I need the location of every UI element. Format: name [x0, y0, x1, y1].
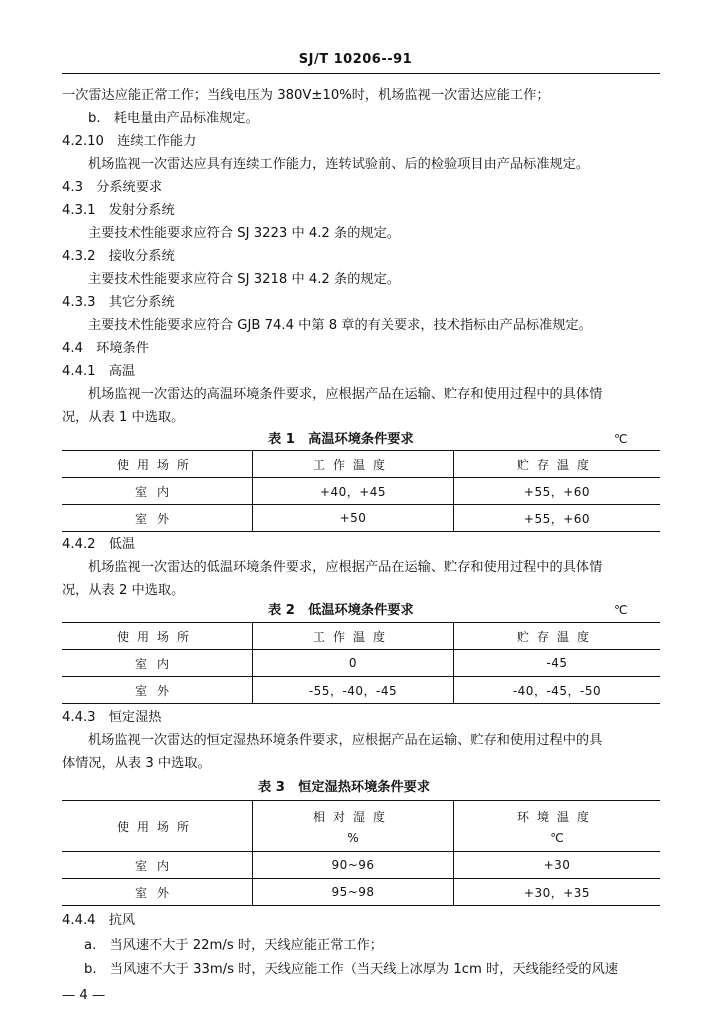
table-2-caption: 表 2 低温环境条件要求 [268, 603, 414, 618]
paragraph: 况，从表 1 中选取。 [62, 410, 185, 425]
table-header-cell: 使用场所 [62, 623, 253, 650]
page-number: — 4 — [62, 988, 106, 1003]
table-cell: +30 [454, 852, 661, 879]
paragraph: 体情况，从表 3 中选取。 [62, 756, 211, 771]
table-header-cell: 贮存温度 [454, 623, 661, 650]
table-cell: +40，+45 [253, 478, 454, 505]
section-heading: 4.2.10 连续工作能力 [62, 134, 197, 149]
list-item-b: b. 当风速不大于 33m/s 时，天线应能工作（当天线上冰厚为 1cm 时，天线能经受的风速 [84, 962, 618, 977]
section-heading: 4.4.1 高温 [62, 364, 136, 379]
table-cell: +50 [253, 505, 454, 532]
table-cell: 室内 [62, 650, 253, 677]
table-1 [62, 450, 660, 532]
header-rule [62, 73, 660, 74]
table-2 [62, 622, 660, 704]
table-header-cell: 使用场所 [62, 451, 253, 478]
paragraph: 况，从表 2 中选取。 [62, 583, 185, 598]
section-heading: 4.3.3 其它分系统 [62, 295, 175, 310]
table-row [62, 650, 660, 677]
table-cell: +55，+60 [454, 505, 661, 532]
table-cell: +55，+60 [454, 478, 661, 505]
table-cell: 90~96 [253, 852, 454, 879]
section-heading: 4.3.2 接收分系统 [62, 249, 175, 264]
section-heading: 4.4.3 恒定湿热 [62, 710, 162, 725]
table-cell: -40，-45，-50 [454, 677, 661, 704]
table-row [62, 505, 660, 532]
table-row [62, 478, 660, 505]
document-code-header: SJ/T 10206--91 [298, 52, 413, 67]
header-unit: % [347, 830, 359, 845]
table-header-cell: 工作温度 [253, 451, 454, 478]
header-unit: ℃ [550, 830, 564, 845]
table-2-unit: ℃ [614, 603, 628, 617]
table-cell: 0 [253, 650, 454, 677]
list-item-b: b. 耗电量由产品标准规定。 [88, 111, 259, 126]
table-header-row [62, 623, 660, 650]
table-header-cell [253, 801, 454, 852]
section-heading: 4.3.1 发射分系统 [62, 203, 175, 218]
table-cell: +30，+35 [454, 879, 661, 906]
table-cell: 室内 [62, 478, 253, 505]
table-3-caption: 表 3 恒定湿热环境条件要求 [258, 780, 431, 795]
table-cell: 室内 [62, 852, 253, 879]
paragraph: 机场监视一次雷达的低温环境条件要求，应根据产品在运输、贮存和使用过程中的具体情 [88, 560, 603, 575]
table-header-row [62, 801, 660, 852]
table-1-unit: ℃ [614, 432, 628, 446]
table-header-cell: 贮存温度 [454, 451, 661, 478]
paragraph: 主要技术性能要求应符合 SJ 3218 中 4.2 条的规定。 [88, 272, 400, 287]
table-row [62, 852, 660, 879]
table-cell: 室外 [62, 879, 253, 906]
table-row [62, 677, 660, 704]
text-line: 一次雷达应能正常工作；当线电压为 380V±10%时，机场监视一次雷达应能工作； [62, 88, 550, 103]
paragraph: 主要技术性能要求应符合 SJ 3223 中 4.2 条的规定。 [88, 226, 400, 241]
table-cell: -45 [454, 650, 661, 677]
table-header-cell [454, 801, 661, 852]
table-header-cell: 工作温度 [253, 623, 454, 650]
header-label: 环境温度 [516, 809, 597, 824]
table-cell: 室外 [62, 677, 253, 704]
section-heading: 4.4.2 低温 [62, 537, 136, 552]
table-3 [62, 800, 660, 906]
table-row [62, 879, 660, 906]
table-header-row [62, 451, 660, 478]
section-heading: 4.3 分系统要求 [62, 180, 163, 195]
table-cell: 95~98 [253, 879, 454, 906]
list-item-a: a. 当风速不大于 22m/s 时，天线应能正常工作； [84, 938, 383, 953]
section-heading: 4.4.4 抗风 [62, 913, 136, 928]
table-header-cell: 使用场所 [62, 801, 253, 852]
paragraph: 主要技术性能要求应符合 GJB 74.4 中第 8 章的有关要求，技术指标由产品标准规定。 [88, 318, 592, 333]
table-cell: 室外 [62, 505, 253, 532]
header-label: 相对湿度 [312, 809, 393, 824]
paragraph: 机场监视一次雷达的恒定湿热环境条件要求，应根据产品在运输、贮存和使用过程中的具 [88, 733, 603, 748]
paragraph: 机场监视一次雷达的高温环境条件要求，应根据产品在运输、贮存和使用过程中的具体情 [88, 387, 603, 402]
table-cell: -55，-40，-45 [253, 677, 454, 704]
paragraph: 机场监视一次雷达应具有连续工作能力，连转试验前、后的检验项目由产品标准规定。 [88, 157, 590, 172]
table-1-caption: 表 1 高温环境条件要求 [268, 432, 414, 447]
section-heading: 4.4 环境条件 [62, 341, 149, 356]
